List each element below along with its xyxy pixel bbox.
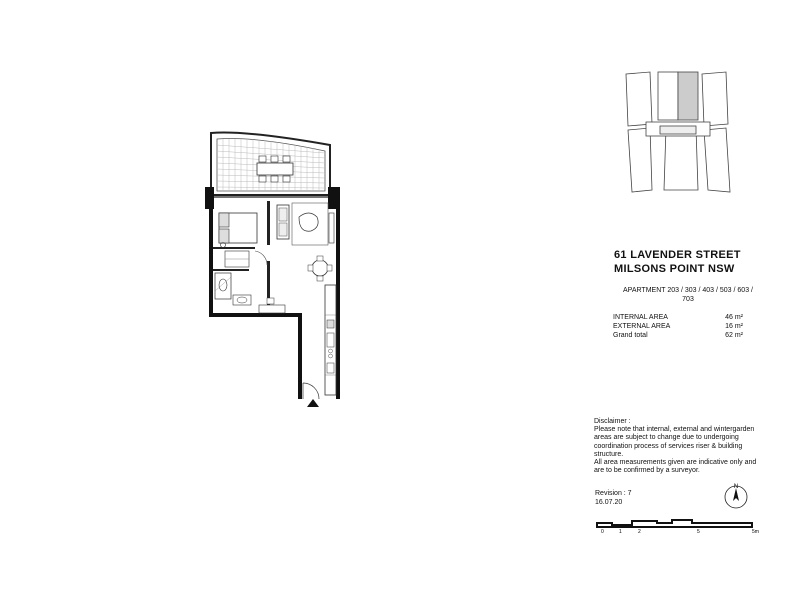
area-label: EXTERNAL AREA (613, 323, 671, 330)
address-line-2: MILSONS POINT NSW (614, 263, 735, 275)
area-value: 46 m² (725, 314, 743, 321)
scale-tick: 2 (638, 529, 641, 535)
disclaimer-line: areas are subject to change due to undergoing (594, 434, 739, 442)
scale-unit: 5m (752, 529, 759, 535)
entry-door (303, 383, 319, 407)
area-value: 62 m² (725, 332, 743, 339)
north-arrow-icon (723, 482, 749, 510)
area-value: 16 m² (725, 323, 743, 330)
disclaimer-line: All area measurements given are indicative only and (594, 459, 757, 467)
scale-tick: 1 (619, 529, 622, 535)
dining-table (308, 256, 332, 281)
bathroom (215, 273, 251, 305)
area-row-total (613, 332, 743, 341)
area-label: INTERNAL AREA (613, 314, 668, 321)
apartment-numbers (613, 286, 763, 304)
area-label: Grand total (613, 332, 648, 339)
key-plan (618, 66, 738, 196)
revision-label: Revision : 7 (595, 490, 632, 497)
floor-plan (195, 125, 355, 410)
scale-bar (592, 515, 767, 535)
disclaimer-line: Please note that internal, external and wintergarden (594, 426, 755, 434)
kitchen (325, 285, 336, 395)
address-line-1: 61 LAVENDER STREET (614, 249, 741, 261)
disclaimer-line: are to be confirmed by a surveyor. (594, 467, 700, 475)
living-area (277, 203, 334, 245)
north-label: N (733, 484, 739, 490)
disclaimer-title: Disclaimer : (594, 418, 631, 425)
bed (219, 213, 257, 248)
revision-date: 16.07.20 (595, 499, 623, 506)
disclaimer-line: coordination process of services riser & building (594, 442, 743, 450)
disclaimer-line: structure. (594, 450, 624, 458)
area-row-external (613, 323, 743, 332)
apartment-line-2: 703 (682, 296, 694, 303)
apartment-line-1: APARTMENT 203 / 303 / 403 / 503 / 603 / (623, 287, 753, 294)
scale-tick: 5 (697, 529, 700, 535)
area-row-internal (613, 314, 743, 323)
disclaimer (594, 418, 769, 475)
scale-tick: 0 (601, 529, 604, 535)
balcony (211, 133, 330, 196)
